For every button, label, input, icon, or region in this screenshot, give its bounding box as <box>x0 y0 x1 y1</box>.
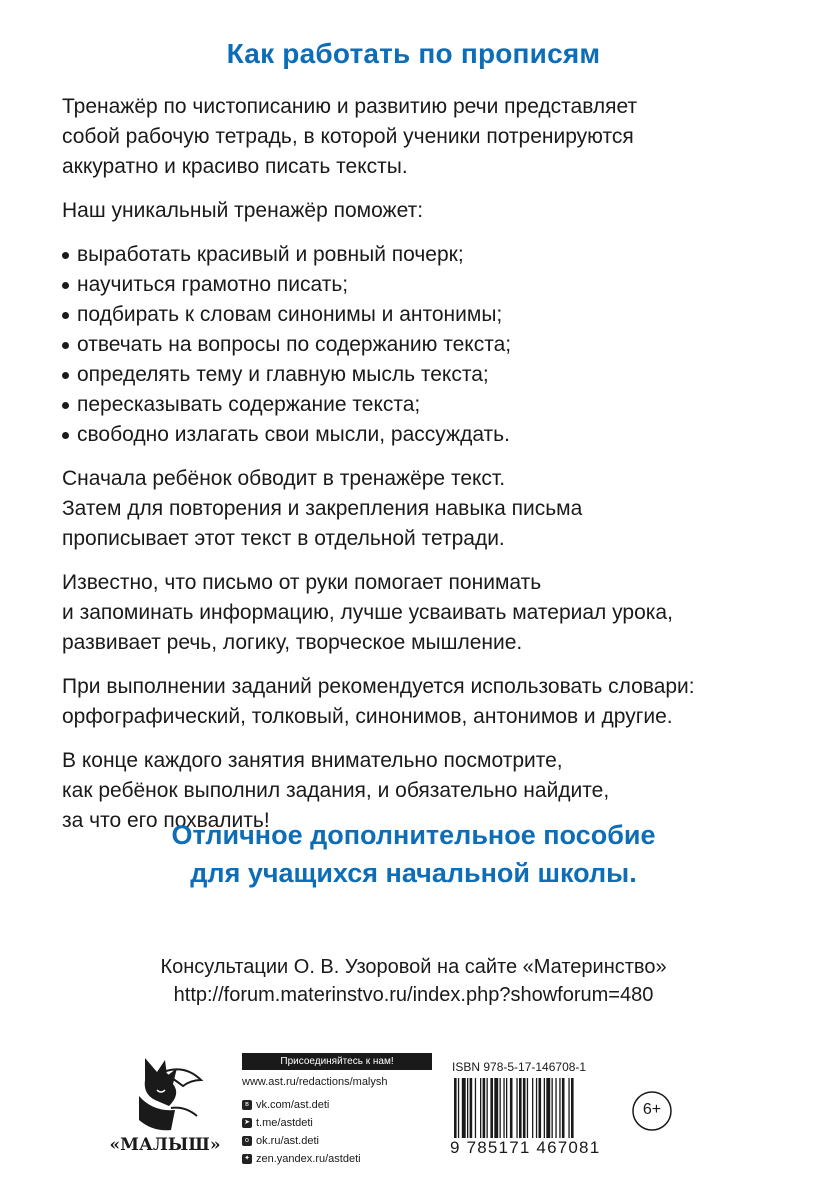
bullet-list <box>62 240 782 450</box>
paragraph-benefits <box>62 568 782 658</box>
forum-link[interactable]: http://forum.materinstvo.ru/index.php?showforum=480 <box>173 984 654 1006</box>
age-rating-label: 6+ <box>642 1101 662 1118</box>
social-row-ok[interactable] <box>242 1132 361 1150</box>
list-item: подбирать к словам синонимы и антонимы; <box>62 300 782 330</box>
paragraph-process <box>62 464 782 554</box>
zen-icon: ✦ <box>242 1154 252 1164</box>
text-line: развивает речь, логику, творческое мышление. <box>62 631 523 654</box>
text-line: как ребёнок выполнил задания, и обязательно найдите, <box>62 779 610 802</box>
consultation-info <box>0 953 827 1009</box>
text-line: Затем для повторения и закрепления навыка письма <box>62 497 583 520</box>
list-item: определять тему и главную мысль текста; <box>62 360 782 390</box>
ok-icon: о <box>242 1136 252 1146</box>
logo-text: «МАЛЫШ» <box>109 1135 221 1155</box>
consultation-text: Консультации О. В. Узоровой на сайте «Материнство» <box>160 956 667 978</box>
vk-icon: в <box>242 1100 252 1110</box>
social-link-text[interactable]: t.me/astdeti <box>256 1117 313 1129</box>
list-item: отвечать на вопросы по содержанию текста; <box>62 330 782 360</box>
paragraph-dictionaries <box>62 672 782 732</box>
social-links <box>242 1096 361 1168</box>
text-line: В конце каждого занятия внимательно посмотрите, <box>62 749 563 772</box>
slogan-line: Отличное дополнительное пособие <box>171 820 656 850</box>
text-line: и запоминать информацию, лучше усваивать материал урока, <box>62 601 673 624</box>
telegram-icon: ➤ <box>242 1118 252 1128</box>
social-row-zen[interactable] <box>242 1150 361 1168</box>
social-row-telegram[interactable] <box>242 1114 361 1132</box>
slogan <box>0 816 827 892</box>
social-link-text[interactable]: vk.com/ast.deti <box>256 1099 330 1111</box>
list-item: научиться грамотно писать; <box>62 270 782 300</box>
text-line: за что его похвалить! <box>62 809 270 832</box>
text-line: Известно, что письмо от руки помогает понимать <box>62 571 542 594</box>
main-text <box>62 92 782 850</box>
bullets-intro: Наш уникальный тренажёр поможет: <box>62 199 424 222</box>
text-line: Сначала ребёнок обводит в тренажёре текст. <box>62 467 506 490</box>
paragraph-intro <box>62 92 782 182</box>
social-row-vk[interactable] <box>242 1096 361 1114</box>
list-item: выработать красивый и ровный почерк; <box>62 240 782 270</box>
malysh-logo-icon <box>105 1050 225 1160</box>
publisher-site-link[interactable]: www.ast.ru/redactions/malysh <box>242 1076 388 1088</box>
join-banner: Присоединяйтесь к нам! <box>242 1053 432 1070</box>
text-line: собой рабочую тетрадь, в которой ученики потренируются <box>62 125 634 148</box>
list-item: свободно излагать свои мысли, рассуждать. <box>62 420 782 450</box>
social-link-text[interactable]: zen.yandex.ru/astdeti <box>256 1153 361 1165</box>
text-line: орфографический, толковый, синонимов, антонимов и другие. <box>62 705 673 728</box>
age-rating <box>631 1090 673 1132</box>
publisher-logo <box>105 1050 225 1160</box>
list-item: пересказывать содержание текста; <box>62 390 782 420</box>
barcode-number: 9 785171 467081 <box>450 1138 601 1157</box>
page-title: Как работать по прописям <box>226 38 601 69</box>
isbn: ISBN 978-5-17-146708-1 <box>452 1060 587 1074</box>
slogan-line: для учащихся начальной школы. <box>190 858 637 888</box>
text-line: При выполнении заданий рекомендуется использовать словари: <box>62 675 695 698</box>
text-line: аккуратно и красиво писать тексты. <box>62 155 408 178</box>
text-line: Тренажёр по чистописанию и развитию речи представляет <box>62 95 638 118</box>
text-line: прописывает этот текст в отдельной тетради. <box>62 527 505 550</box>
social-link-text[interactable]: ok.ru/ast.deti <box>256 1135 319 1147</box>
